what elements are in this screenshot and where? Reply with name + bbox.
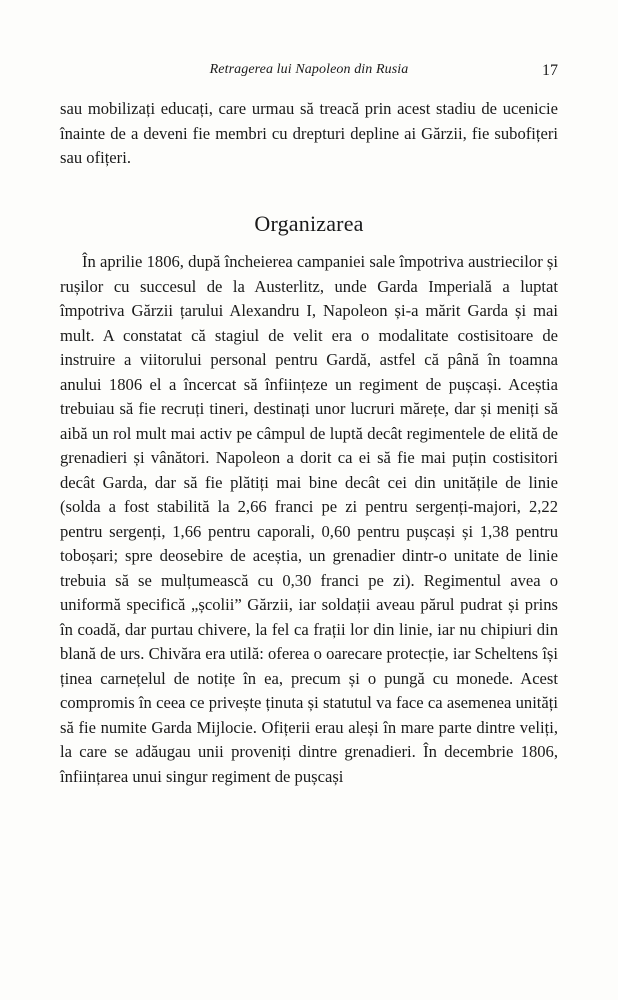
section-heading: Organizarea — [254, 211, 364, 236]
running-head — [60, 62, 558, 82]
page-number: 17 — [542, 62, 558, 79]
main-paragraph-block — [60, 250, 558, 789]
running-title: Retragerea lui Napoleon din Rusia — [209, 62, 409, 77]
main-paragraph: În aprilie 1806, după încheierea campaniei sale împotriva austriecilor și rușilor cu succesul de la Austerlitz, unde Garda Imperială a luptat împotriva Gărzii țarului Alexandru I, Napoleon și-a mărit Garda și mai mult. A constatat că stagiul de velit era o modalitate costisitoare de instruire a viitorului personal pentru Gardă, astfel că până în toamna anului 1806 el a încercat să înființeze un regiment de pușcași. Aceștia trebuiau să fie recruți tineri, destinați unor lucruri mărețe, dar și meniți să aibă un rol mult mai activ pe câmpul de luptă decât regimentele de elită de grenadieri și vânători. Napoleon a dorit ca ei să fie mai puțin costisitori decât Garda, dar să fie plătiți mai bine decât cei din unitățile de linie (solda a fost stabilită la 2,66 franci pe zi pentru sergenți-majori, 2,22 pentru sergenți, 1,66 pentru caporali, 0,60 pentru pușcași și 1,38 pentru toboșari; spre deosebire de aceștia, un grenadier dintr-o unitate de linie trebuia să se mulțumească cu 0,30 franci pe zi). Regimentul avea o uniformă specifică „școlii” Gărzii, iar soldații aveau părul pudrat și prins în coadă, dar purtau chivere, la fel ca frații lor din linie, iar nu chipiuri din blană de urs. Chivăra era utilă: oferea o oarecare protecție, iar Scheltens își ținea carnețelul de notițe în ea, precum și o pungă cu monede. Acest compromis în ceea ce privește ținuta și statutul va face ca asemenea unități să fie numite Garda Mijlocie. Ofițerii erau aleși în mare parte dintre veliți, la care se adăugau unii proveniți dintre grenadieri. În decembrie 1806, înființarea unui singur regiment de pușcași — [60, 252, 558, 786]
intro-paragraph: sau mobilizați educați, care urmau să treacă prin acest stadiu de ucenicie înainte de a deveni fie membri cu drepturi depline ai Gărzii, fie subofițeri sau ofițeri. — [60, 99, 558, 167]
intro-paragraph-block — [60, 97, 558, 171]
